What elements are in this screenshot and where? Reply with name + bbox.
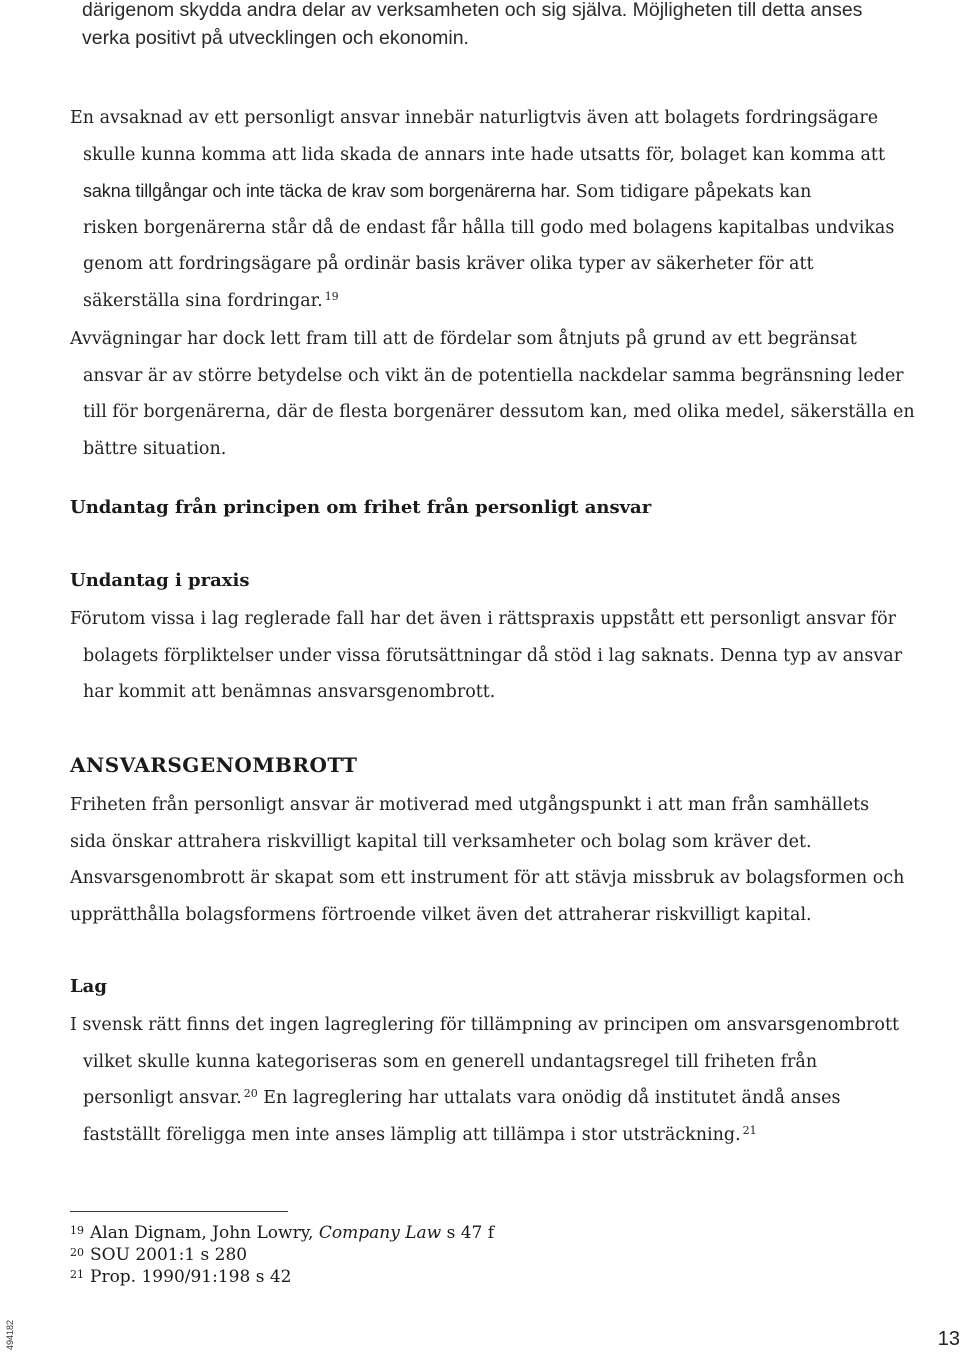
text-line: vilket skulle kunna kategoriseras som en generell undantagsregel till friheten från — [83, 1051, 818, 1072]
footnote-ref[interactable]: 21 — [742, 1123, 757, 1137]
section-heading: Undantag från principen om frihet från personligt ansvar — [70, 497, 652, 518]
footnote-ref[interactable]: 20 — [243, 1087, 258, 1101]
text-line: till för borgenärerna, där de flesta borgenärer dessutom kan, med olika medel, säkerställa en — [83, 402, 915, 423]
text-fragment: Som tidigare påpekats kan — [570, 182, 812, 203]
text-fragment: sakna tillgångar och inte täcka de krav som borgenärerna har. — [83, 181, 571, 202]
text-line: skulle kunna komma att lida skada de annars inte hade utsatts för, bolaget kan komma att — [83, 144, 885, 165]
footnote-21 — [70, 1266, 494, 1288]
text-line: Friheten från personligt ansvar är motiverad med utgångspunkt i att man från samhällets — [70, 795, 870, 815]
text-line — [70, 1080, 950, 1117]
text-line: bättre situation. — [83, 438, 227, 459]
text-line: verka positivt på utvecklingen och ekonomin. — [82, 27, 469, 49]
page-number: 13 — [937, 1328, 960, 1350]
footnote-20 — [70, 1244, 494, 1266]
footnote-text: Alan Dignam, John Lowry, — [90, 1223, 314, 1243]
footnote-19 — [70, 1222, 494, 1244]
text-fragment: En lagreglering har uttalats vara onödig då institutet ändå anses — [257, 1088, 841, 1109]
text-line: upprätthålla bolagsformens förtroende vilket även det attraherar riskvilligt kapital. — [70, 904, 812, 925]
footnote-text: Prop. 1990/91:198 s 42 — [90, 1267, 292, 1287]
text-line: bolagets förpliktelser under vissa förutsättningar då stöd i lag saknats. Denna typ av ansvar — [83, 645, 903, 666]
footnote-number: 21 — [70, 1268, 84, 1281]
paragraph-liability — [70, 100, 950, 320]
text-line: I svensk rätt finns det ingen lagreglering för tillämpning av principen om ansvarsgenombrott — [70, 1015, 900, 1035]
footnotes — [70, 1222, 494, 1288]
text-line: därigenom skydda andra delar av verksamheten och sig själva. Möjligheten till detta anses — [82, 0, 863, 21]
footnote-text: SOU 2001:1 s 280 — [90, 1245, 248, 1265]
footnote-title: Company Law — [318, 1223, 442, 1243]
text-line: risken borgenärerna står då de endast får hålla till godo med bolagens kapitalbas undvikas — [83, 217, 895, 238]
text-line: Avvägningar har dock lett fram till att de fördelar som åtnjuts på grund av ett begränsat — [70, 329, 857, 349]
text-line: sida önskar attrahera riskvilligt kapital till verksamheter och bolag som kräver det. — [70, 831, 812, 852]
subsection-heading: Undantag i praxis — [70, 570, 250, 591]
text-line: En avsaknad av ett personligt ansvar innebär naturligtvis även att bolagets fordringsägare — [70, 108, 879, 128]
text-line: Ansvarsgenombrott är skapat som ett instrument för att stävja missbruk av bolagsformen och — [70, 868, 905, 889]
paragraph-law — [70, 1007, 950, 1153]
footnote-number: 19 — [70, 1224, 84, 1237]
text-line — [70, 173, 950, 210]
paragraph-practice — [70, 601, 950, 711]
text-fragment: fastställt föreligga men inte anses lämplig att tillämpa i stor utsträckning. — [83, 1124, 741, 1145]
footnote-divider — [70, 1211, 288, 1212]
text-line: Förutom vissa i lag reglerade fall har det även i rättspraxis uppstått ett personligt ansvar för — [70, 609, 897, 629]
text-line: ansvar är av större betydelse och vikt än de potentiella nackdelar samma begränsning leder — [83, 365, 904, 386]
text-fragment: säkerställa sina fordringar. — [83, 290, 323, 311]
paragraph-balance — [70, 321, 950, 467]
text-line: genom att fordringsägare på ordinär basis kräver olika typer av säkerheter för att — [83, 254, 814, 275]
paragraph-piercing — [70, 787, 950, 933]
text-line — [70, 1117, 950, 1154]
text-line: har kommit att benämnas ansvarsgenombrott. — [83, 682, 496, 703]
footnote-text: s 47 f — [446, 1223, 495, 1243]
text-fragment: personligt ansvar. — [83, 1088, 242, 1109]
text-line — [70, 283, 950, 320]
footnote-ref[interactable]: 19 — [324, 289, 339, 303]
top-paragraph — [82, 0, 942, 52]
subsection-heading: Lag — [70, 976, 107, 997]
footnote-number: 20 — [70, 1246, 84, 1259]
section-heading-caps: ANSVARSGENOMBROTT — [70, 753, 358, 777]
document-id: 494182 — [5, 1319, 15, 1351]
